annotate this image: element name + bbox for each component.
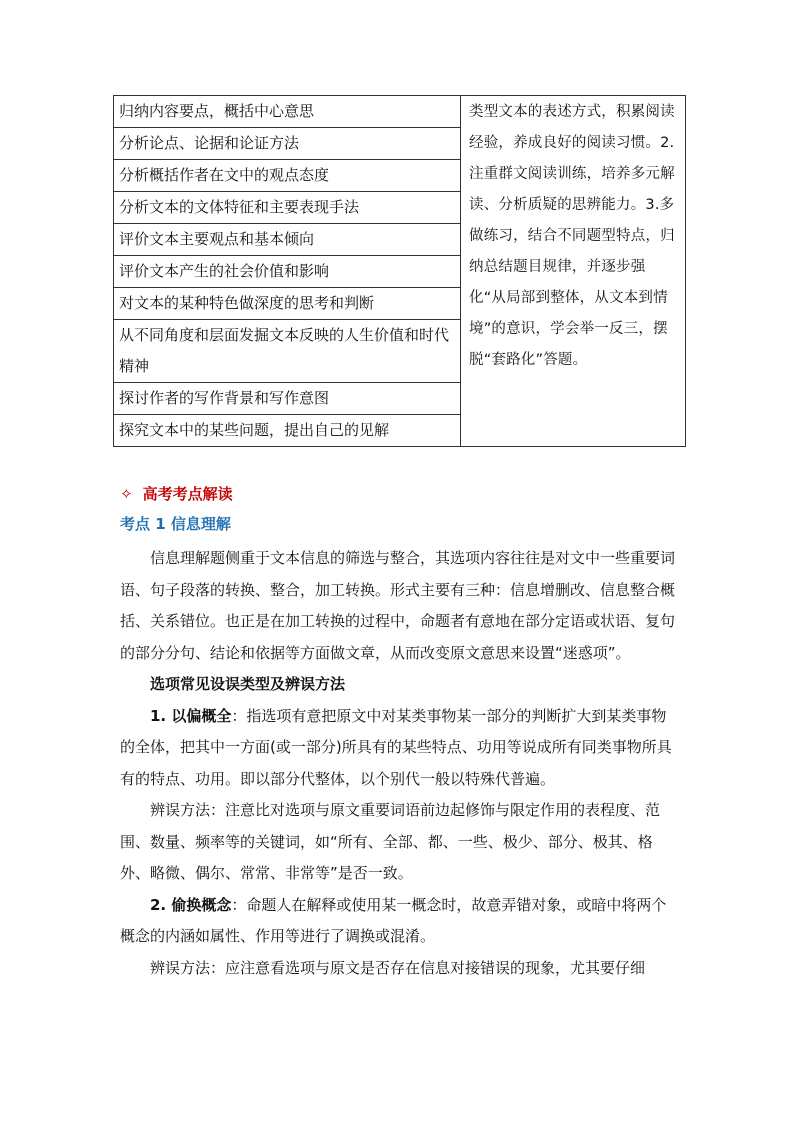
table-cell: 探究文本中的某些问题，提出自己的见解: [114, 415, 461, 447]
item-text: ：指选项有意把原文中对某类事物某一部分的判断扩大到某类事物的全体，把其中一方面(或一部分)所具有的某些特点、功用等说成所有同类事物所具有的特点、功用。即以部分代整体，以个别代一般以特殊代普遍。: [120, 706, 672, 788]
table-cell: 从不同角度和层面发掘文本反映的人生价值和时代精神: [114, 320, 461, 383]
table-cell: 分析文本的文体特征和主要表现手法: [114, 192, 461, 224]
paragraph: [120, 890, 676, 953]
body-text: [120, 543, 676, 984]
paragraph: 辨误方法：应注意看选项与原文是否存在信息对接错误的现象，尤其要仔细: [150, 958, 646, 977]
paragraph: 信息理解题侧重于文本信息的筛选与整合，其选项内容往往是对文中一些重要词语、句子段落的转换、整合，加工转换。形式主要有三种：信息增删改、信息整合概括、关系错位。也正是在加工转换的过程中，命题者有意地在部分定语或状语、复句的部分分句、结论和依据等方面做文章，从而改变原文意思来设置“迷惑项”。: [120, 549, 676, 662]
advice-cell: 类型文本的表述方式，积累阅读经验，养成良好的阅读习惯。2.注重群文阅读训练，培养多元解读、分析质疑的思辨能力。3.多做练习，结合不同题型特点，归纳总结题目规律，并逐步强化“从局部到整体，从文本到情境”的意识，学会举一反三，摆脱“套路化”答题。: [461, 96, 686, 447]
table-cell: 评价文本主要观点和基本倾向: [114, 224, 461, 256]
section-heading-text: 高考考点解读: [142, 485, 233, 503]
item-text: ：命题人在解释或使用某一概念时，故意弄错对象，或暗中将两个概念的内涵如属性、作用等进行了调换或混淆。: [120, 895, 667, 945]
diamond-icon: ✧: [120, 485, 133, 503]
table-cell: 评价文本产生的社会价值和影响: [114, 256, 461, 288]
table-cell: 分析概括作者在文中的观点态度: [114, 160, 461, 192]
table-cell: 探讨作者的写作背景和写作意图: [114, 383, 461, 415]
subheading: 选项常见设误类型及辨误方法: [150, 675, 346, 693]
table-cell: 对文本的某种特色做深度的思考和判断: [114, 288, 461, 320]
table-cell: 分析论点、论据和论证方法: [114, 128, 461, 160]
requirements-table: [113, 95, 686, 447]
item-label: 1. 以偏概全: [150, 706, 232, 725]
kaodian-title: 考点 1 信息理解: [120, 515, 231, 533]
section-heading: [120, 482, 233, 506]
paragraph: [120, 701, 676, 796]
paragraph: 辨误方法：注意比对选项与原文重要词语前边起修饰与限定作用的表程度、范围、数量、频率等的关键词，如“所有、全部、都、一些、极少、部分、极其、格外、略微、偶尔、常常、非常等”是否一致。: [120, 801, 661, 882]
table-cell: 归纳内容要点，概括中心意思: [114, 96, 461, 128]
item-label: 2. 偷换概念: [150, 895, 232, 914]
